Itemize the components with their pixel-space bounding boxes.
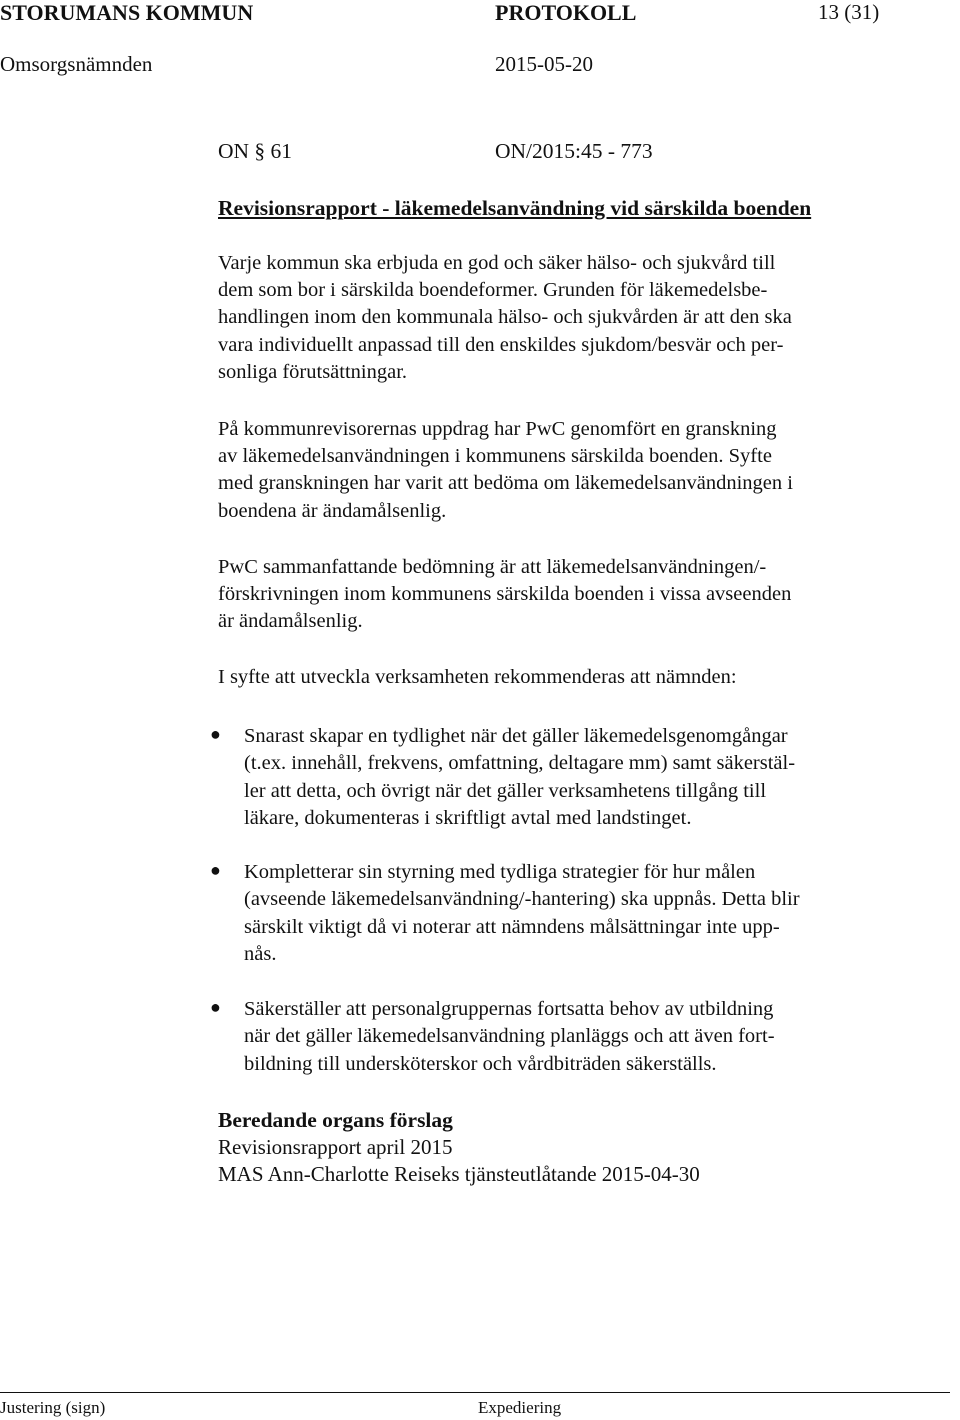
- proposal-item: Revisionsrapport april 2015: [218, 1135, 453, 1159]
- bullet-line: när det gäller läkemedelsanvändning planläggs och att även fort-: [244, 1025, 775, 1048]
- bullet-item-2: [244, 859, 800, 968]
- document-type: PROTOKOLL: [495, 0, 637, 25]
- case-reference: ON/2015:45 - 773: [495, 139, 653, 163]
- paragraph-line: vara individuellt anpassad till den enskildes sjukdom/besvär och per-: [218, 333, 784, 356]
- footer-divider: [0, 1392, 950, 1393]
- paragraph-line: På kommunrevisorernas uppdrag har PwC genomfört en granskning: [218, 418, 777, 440]
- paragraph-line: PwC sammanfattande bedömning är att läkemedelsanvändningen/-: [218, 556, 767, 578]
- paragraph-line: är ändamålsenlig.: [218, 610, 363, 633]
- page-number: 13 (31): [818, 0, 880, 24]
- paragraph-4: [218, 664, 737, 691]
- case-number: ON § 61: [218, 139, 293, 163]
- bullet-line: nås.: [244, 942, 277, 965]
- paragraph-line: I syfte att utveckla verksamheten rekommenderas att nämnden:: [218, 666, 737, 688]
- case-title: Revisionsrapport - läkemedelsanvändning vid särskilda boenden: [218, 196, 812, 220]
- footer-dispatch-label: Expediering: [478, 1398, 562, 1417]
- bullet-item-3: [244, 996, 775, 1078]
- paragraph-line: med granskningen har varit att bedöma om läkemedelsanvändningen i: [218, 472, 793, 495]
- bullet-line: Kompletterar sin styrning med tydliga strategier för hur målen: [244, 861, 756, 883]
- bullet-line: särskilt viktigt då vi noterar att nämndens målsättningar inte upp-: [244, 915, 780, 938]
- paragraph-1: [218, 250, 792, 386]
- bullet-icon: ●: [210, 860, 221, 880]
- proposal-heading: Beredande organs förslag: [218, 1108, 453, 1132]
- bullet-icon: ●: [210, 997, 221, 1017]
- footer-signature-label: Justering (sign): [0, 1398, 106, 1417]
- bullet-line: (avseende läkemedelsanvändning/-hantering) ska uppnås. Detta blir: [244, 888, 800, 911]
- bullet-line: bildning till undersköterskor och vårdbiträden säkerställs.: [244, 1052, 717, 1075]
- paragraph-2: [218, 416, 793, 525]
- bullet-icon: ●: [210, 724, 221, 744]
- meeting-date: 2015-05-20: [495, 52, 593, 76]
- paragraph-line: förskrivningen inom kommunens särskilda boenden i vissa avseenden: [218, 583, 792, 606]
- org-name: STORUMANS KOMMUN: [0, 0, 254, 25]
- paragraph-line: dem som bor i särskilda boendeformer. Grunden för läkemedelsbe-: [218, 279, 768, 302]
- bullet-item-1: [244, 723, 795, 832]
- paragraph-line: boendena är ändamålsenlig.: [218, 499, 447, 522]
- paragraph-line: handlingen inom den kommunala hälso- och sjukvården är att den ska: [218, 306, 792, 329]
- bullet-line: ler att detta, och övrigt när det gäller verksamhetens tillgång till: [244, 779, 767, 802]
- bullet-line: Säkerställer att personalgruppernas fortsatta behov av utbildning: [244, 998, 774, 1020]
- paragraph-3: [218, 554, 791, 636]
- paragraph-line: av läkemedelsanvändningen i kommunens särskilda boenden. Syfte: [218, 445, 772, 468]
- paragraph-line: sonliga förutsättningar.: [218, 360, 408, 383]
- bullet-line: läkare, dokumenteras i skriftligt avtal med landstinget.: [244, 806, 692, 829]
- committee-name: Omsorgsnämnden: [0, 52, 153, 76]
- bullet-line: (t.ex. innehåll, frekvens, omfattning, deltagare mm) samt säkerstäl-: [244, 752, 796, 775]
- proposal-item: MAS Ann-Charlotte Reiseks tjänsteutlåtande 2015-04-30: [218, 1162, 700, 1186]
- paragraph-line: Varje kommun ska erbjuda en god och säker hälso- och sjukvård till: [218, 252, 776, 274]
- bullet-line: Snarast skapar en tydlighet när det gäller läkemedelsgenomgångar: [244, 725, 788, 747]
